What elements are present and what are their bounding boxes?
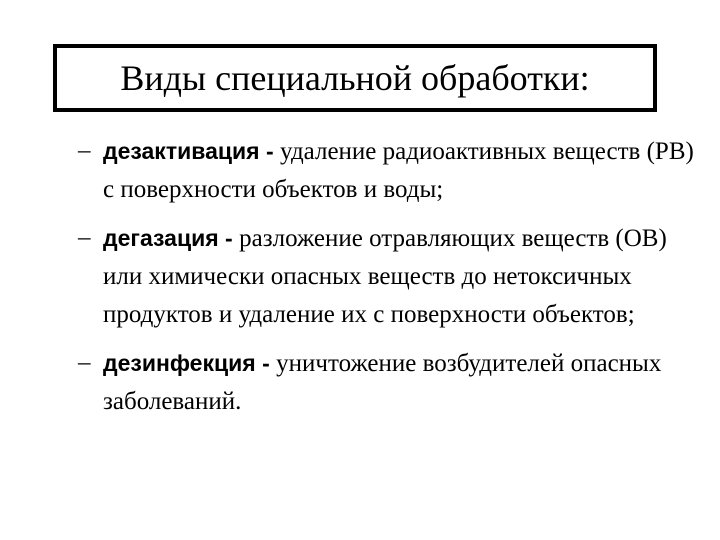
term-separator: - [259, 138, 281, 164]
term-definition: удаление радиоактивных веществ (РВ) с поверхности объектов и воды; [103, 138, 694, 203]
title-box [53, 44, 657, 112]
definition-list [78, 132, 698, 431]
slide-title: Виды специальной обработки: [120, 58, 590, 98]
term-definition: уничтожение возбудителей опасных заболеваний. [103, 350, 662, 415]
term-label: дезинфекция [103, 350, 256, 376]
list-item-disinfection [78, 344, 698, 421]
list-item-decontamination [78, 132, 698, 209]
term-separator: - [255, 350, 277, 376]
term-separator: - [218, 225, 240, 251]
bullet-dash: – [78, 349, 91, 376]
list-item-degassing [78, 219, 698, 334]
term-label: дегазация [103, 225, 219, 251]
term-definition: разложение отравляющих веществ (ОВ) или химически опасных веществ до нетоксичных продуктов и удаление их с поверхности объектов; [103, 225, 667, 328]
bullet-dash: – [78, 224, 91, 251]
term-label: дезактивация [103, 138, 260, 164]
bullet-dash: – [78, 137, 91, 164]
